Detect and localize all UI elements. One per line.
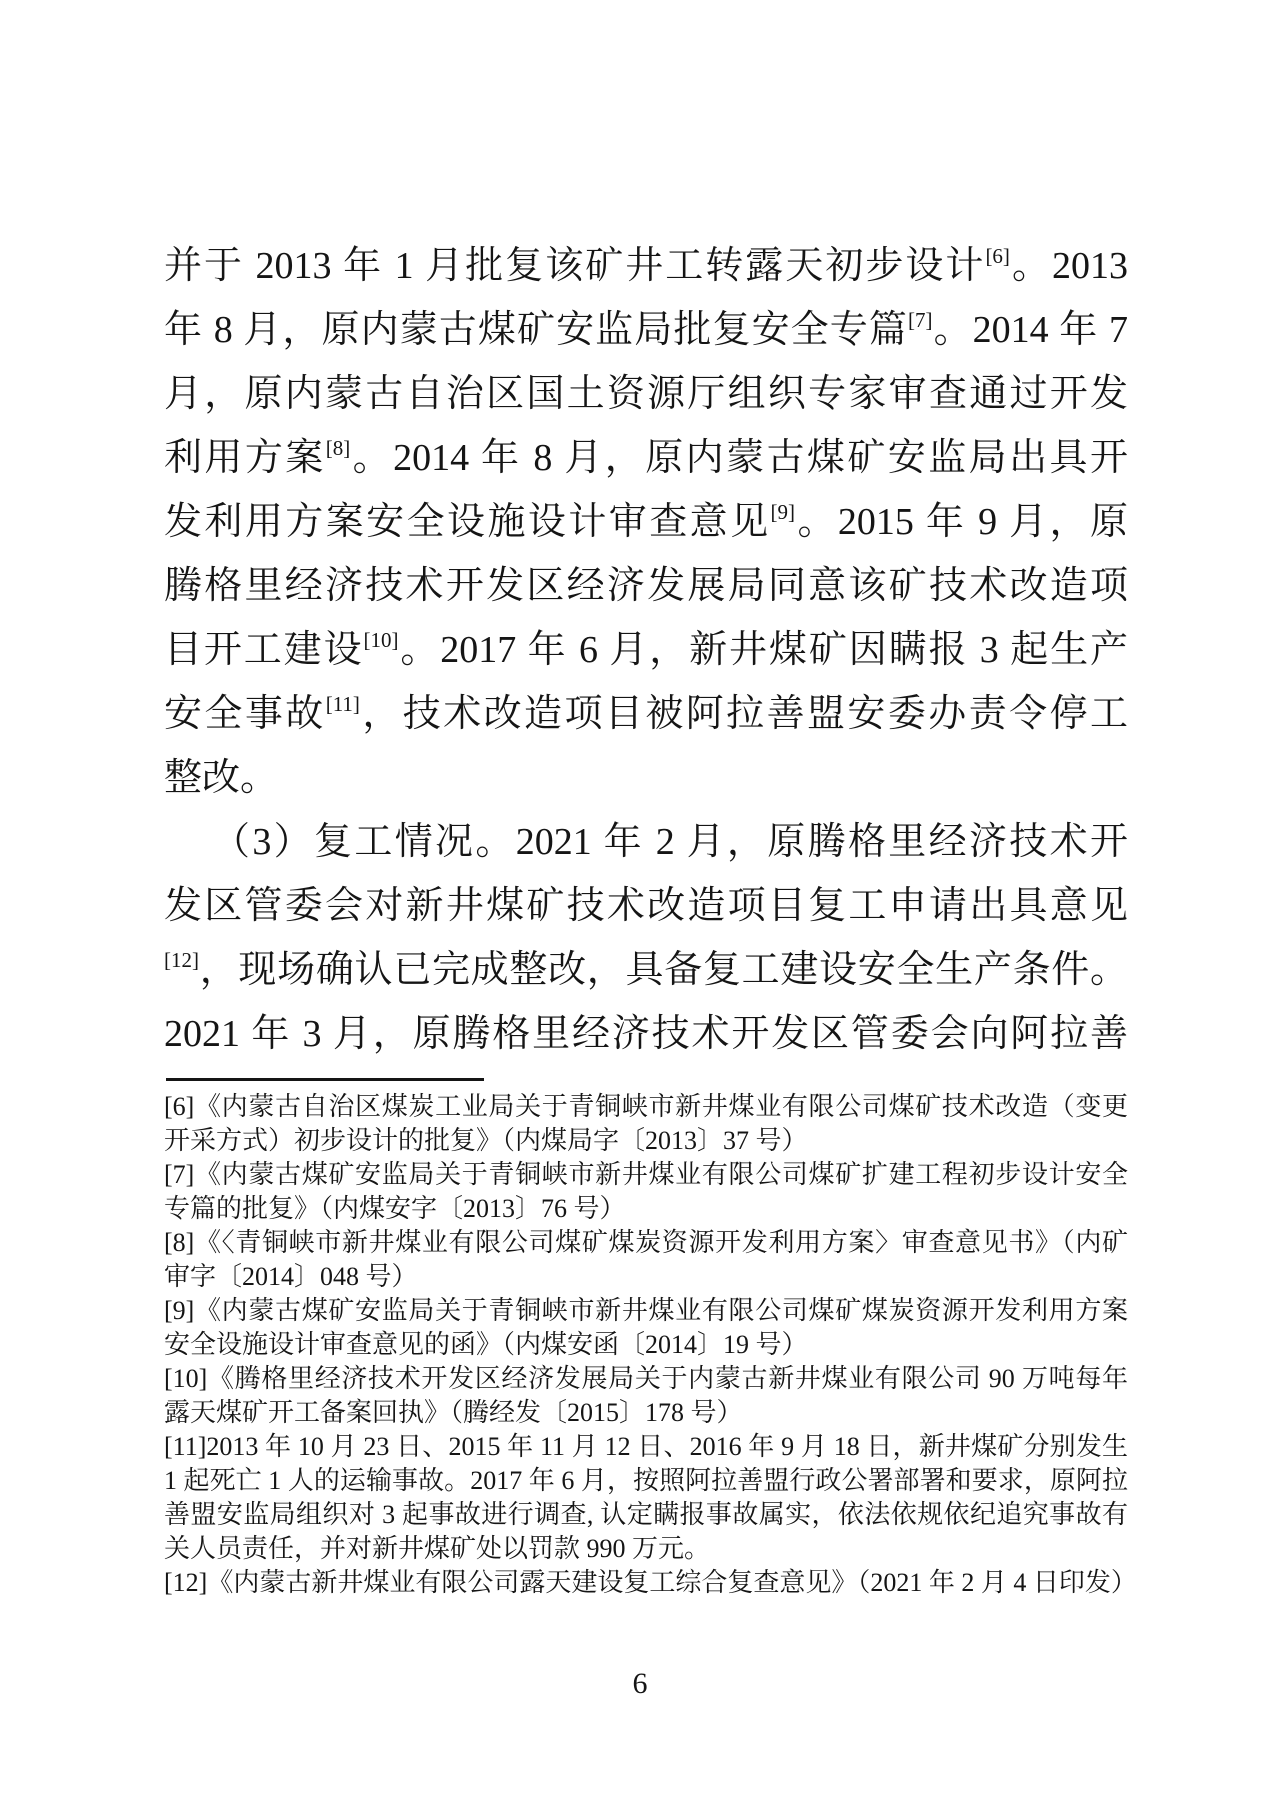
footnote-item-7 [164,1158,1128,1226]
body-line: 整改。 [164,757,279,799]
footnote-separator [166,1078,484,1081]
body-text [164,234,1128,1066]
footnote-ref-marker: [6] [985,244,1010,268]
footnote-item-11 [164,1430,1128,1566]
body-line: （3）复工情况。2021 年 2 月，原腾格里经济技术开 [212,821,1128,863]
footnote-line: 关人员责任，并对新井煤矿处以罚款 990 万元。 [164,1534,711,1563]
body-line: 年 8 月，原内蒙古煤矿安监局批复安全专篇[7]。2014 年 7 [164,308,1128,351]
footnote-line: 开采方式）初步设计的批复》（内煤局字〔2013〕37 号） [164,1126,808,1155]
footnote-line: 善盟安监局组织对 3 起事故进行调查, 认定瞒报事故属实，依法依规依纪追究事故有 [164,1500,1128,1529]
footnote-item-9 [164,1294,1128,1362]
body-line: 月，原内蒙古自治区国土资源厅组织专家审查通过开发 [164,373,1128,415]
footnote-line: [8]《〈青铜峡市新井煤业有限公司煤矿煤炭资源开发利用方案〉审查意见书》（内矿 [164,1228,1128,1257]
body-line: 目开工建设[10]。2017 年 6 月，新井煤矿因瞒报 3 起生产 [164,628,1128,671]
body-line: 安全事故[11]，技术改造项目被阿拉善盟安委办责令停工 [164,692,1128,735]
body-line: 利用方案[8]。2014 年 8 月，原内蒙古煤矿安监局出具开 [164,436,1128,479]
body-line: 2021 年 3 月，原腾格里经济技术开发区管委会向阿拉善 [164,1013,1128,1055]
footnote-ref-marker: [12] [164,948,199,972]
footnote-line: 专篇的批复》（内煤安字〔2013〕76 号） [164,1194,626,1223]
footnote-line: [7]《内蒙古煤矿安监局关于青铜峡市新井煤业有限公司煤矿扩建工程初步设计安全 [164,1160,1128,1189]
footnote-line: 1 起死亡 1 人的运输事故。2017 年 6 月，按照阿拉善盟行政公署部署和要求，原阿拉 [164,1466,1128,1495]
footnote-list [164,1090,1137,1600]
footnote-item-12 [164,1566,1137,1600]
footnote-ref-marker: [7] [907,308,933,332]
footnote-ref-marker: [11] [325,692,360,716]
body-line: 并于 2013 年 1 月批复该矿井工转露天初步设计[6]。2013 [164,244,1128,287]
footnote-item-10 [164,1362,1128,1430]
footnote-line: 安全设施设计审查意见的函》（内煤安函〔2014〕19 号） [164,1330,808,1359]
footnote-line: 审字〔2014〕048 号） [164,1262,418,1291]
footnote-line: [12]《内蒙古新井煤业有限公司露天建设复工综合复查意见》（2021 年 2 月 4 日印发） [164,1568,1137,1597]
footnote-ref-marker: [8] [325,436,351,460]
page-number: 6 [632,1667,648,1700]
body-line: [12]，现场确认已完成整改，具备复工建设安全生产条件。 [164,948,1128,991]
footnote-item-6 [164,1090,1128,1158]
approval-history-paragraph [164,234,1128,810]
body-line: 发区管委会对新井煤矿技术改造项目复工申请出具意见 [164,885,1128,927]
footnote-ref-marker: [10] [363,628,399,652]
footnote-line: [9]《内蒙古煤矿安监局关于青铜峡市新井煤业有限公司煤矿煤炭资源开发利用方案 [164,1296,1128,1325]
footnote-ref-marker: [9] [770,500,796,524]
footnote-item-8 [164,1226,1128,1294]
body-line: 发利用方案安全设施设计审查意见[9]。2015 年 9 月，原 [164,500,1128,543]
footnote-line: [11]2013 年 10 月 23 日、2015 年 11 月 12 日、2016 年 9 月 18 日，新井煤矿分别发生 [164,1432,1128,1461]
footnote-line: [6]《内蒙古自治区煤炭工业局关于青铜峡市新井煤业有限公司煤矿技术改造（变更 [164,1092,1128,1121]
body-line: 腾格里经济技术开发区经济发展局同意该矿技术改造项 [164,565,1128,607]
footnote-line: 露天煤矿开工备案回执》（腾经发〔2015〕178 号） [164,1398,743,1427]
footnote-line: [10]《腾格里经济技术开发区经济发展局关于内蒙古新井煤业有限公司 90 万吨每年 [164,1364,1128,1393]
resumption-paragraph [164,810,1128,1066]
